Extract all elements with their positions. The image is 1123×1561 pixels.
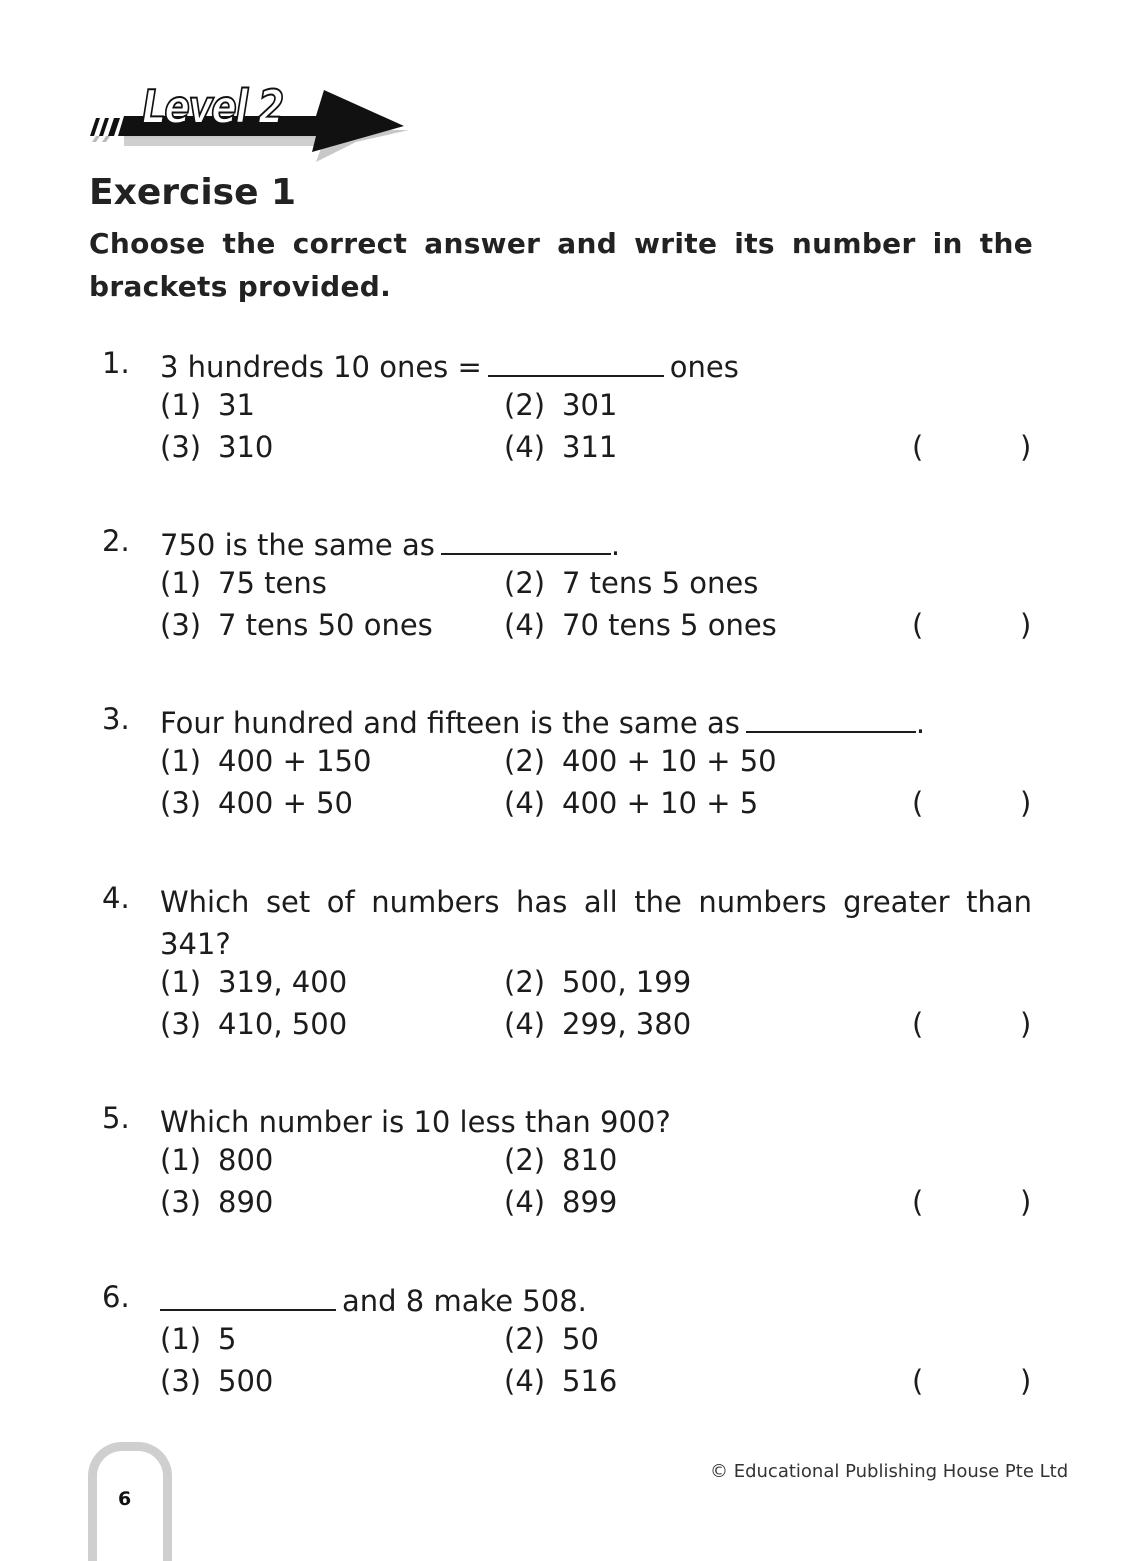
question-number: 4.: [102, 881, 130, 915]
option-3: (3) 500: [160, 1364, 274, 1398]
option-2: (2) 7 tens 5 ones: [504, 566, 759, 600]
answer-bracket-open: (: [912, 786, 924, 820]
option-4: (4) 400 + 10 + 5: [504, 786, 759, 820]
option-2: (2) 810: [504, 1143, 618, 1177]
question-number: 5.: [102, 1101, 130, 1135]
answer-bracket-close: ): [1020, 430, 1032, 464]
option-1: (1) 75 tens: [160, 566, 327, 600]
option-3: (3) 410, 500: [160, 1007, 348, 1041]
copyright-notice: © Educational Publishing House Pte Ltd: [710, 1461, 1069, 1482]
option-1: (1) 400 + 150: [160, 744, 372, 778]
option-3: (3) 890: [160, 1185, 274, 1219]
answer-bracket-open: (: [912, 1364, 924, 1398]
stem-text: .: [610, 528, 621, 562]
exercise-title: Exercise 1: [89, 172, 297, 213]
stem-text: ones: [669, 350, 739, 384]
question-stem: [160, 346, 1035, 388]
option-4: (4) 70 tens 5 ones: [504, 608, 777, 642]
answer-bracket-open: (: [912, 430, 924, 464]
answer-bracket-close: ): [1020, 608, 1032, 642]
option-1: (1) 800: [160, 1143, 274, 1177]
option-4: (4) 899: [504, 1185, 618, 1219]
answer-bracket-open: (: [912, 1007, 924, 1041]
page-number: 6: [118, 1488, 132, 1510]
answer-bracket-close: ): [1020, 786, 1032, 820]
stem-text: and 8 make 508.: [342, 1284, 587, 1318]
stem-text: Four hundred and fifteen is the same as: [160, 706, 740, 740]
level-label: Level 2: [142, 80, 283, 134]
question-stem: [160, 524, 1035, 566]
option-2: (2) 301: [504, 388, 618, 422]
question-number: 3.: [102, 702, 130, 736]
stem-text: .: [915, 706, 926, 740]
option-1: (1) 31: [160, 388, 255, 422]
answer-blank: [441, 531, 611, 555]
option-3: (3) 7 tens 50 ones: [160, 608, 433, 642]
stem-text: 750 is the same as: [160, 528, 435, 562]
question-number: 1.: [102, 346, 130, 380]
question-number: 6.: [102, 1280, 130, 1314]
option-2: (2) 500, 199: [504, 965, 692, 999]
question-stem: [160, 1280, 1035, 1322]
answer-bracket-close: ): [1020, 1007, 1032, 1041]
option-4: (4) 299, 380: [504, 1007, 692, 1041]
answer-bracket-open: (: [912, 1185, 924, 1219]
answer-blank: [488, 353, 664, 377]
exercise-instructions: Choose the correct answer and write its number in the brackets provided.: [89, 227, 1033, 303]
option-4: (4) 311: [504, 430, 618, 464]
question-stem: Which set of numbers has all the numbers greater than 341?: [160, 885, 1032, 961]
option-1: (1) 5: [160, 1322, 237, 1356]
answer-blank: [160, 1287, 336, 1311]
level-banner: [84, 78, 414, 168]
answer-bracket-open: (: [912, 608, 924, 642]
question-stem: Which number is 10 less than 900?: [160, 1105, 671, 1139]
question-stem: [160, 702, 1035, 744]
question-number: 2.: [102, 524, 130, 558]
answer-blank: [746, 709, 916, 733]
option-3: (3) 310: [160, 430, 274, 464]
option-3: (3) 400 + 50: [160, 786, 353, 820]
option-1: (1) 319, 400: [160, 965, 348, 999]
option-4: (4) 516: [504, 1364, 618, 1398]
option-2: (2) 400 + 10 + 50: [504, 744, 777, 778]
option-2: (2) 50: [504, 1322, 599, 1356]
answer-bracket-close: ): [1020, 1364, 1032, 1398]
answer-bracket-close: ): [1020, 1185, 1032, 1219]
stem-text: 3 hundreds 10 ones =: [160, 350, 482, 384]
